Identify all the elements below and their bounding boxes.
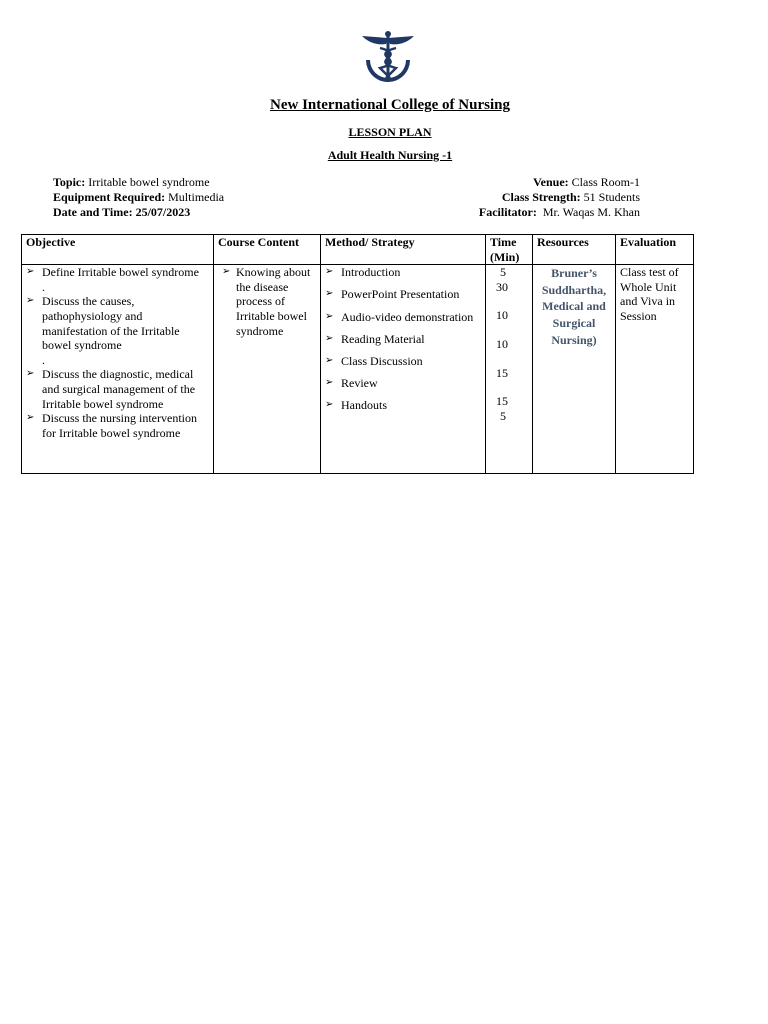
facilitator-label: Facilitator:	[478, 205, 537, 219]
date-value: 25/07/2023	[135, 205, 191, 219]
objectives-cell	[22, 265, 214, 474]
table-header-row	[22, 235, 694, 265]
arrow-bullet-icon: ➢	[26, 266, 35, 278]
time-value: 30	[496, 279, 508, 294]
list-item: ➢ Define Irritable bowel syndrome	[26, 265, 199, 280]
dot-marker: .	[42, 352, 45, 367]
table-row	[22, 265, 694, 474]
time-value: 10	[496, 336, 508, 351]
subject-title: Adult Health Nursing -1	[327, 148, 453, 162]
topic-label: Topic:	[53, 175, 86, 189]
time-value: 10	[496, 308, 508, 323]
facilitator-line	[479, 205, 640, 220]
arrow-bullet-icon: ➢	[325, 399, 334, 411]
time-value: 15	[496, 365, 508, 380]
header-method: Method/ Strategy	[321, 235, 486, 265]
evaluation-cell: Class test of Whole Unit and Viva in Session	[616, 265, 694, 474]
header-objective: Objective	[22, 235, 214, 265]
meta-right-block	[479, 175, 640, 220]
equipment-value: Multimedia	[168, 190, 225, 204]
venue-value: Class Room-1	[571, 175, 640, 189]
course-content-cell	[214, 265, 321, 474]
list-item: ➢ Handouts	[325, 398, 387, 413]
strength-label: Class Strength:	[501, 190, 581, 204]
header-time: Time (Min)	[486, 235, 533, 265]
strength-line	[479, 190, 640, 205]
list-item: ➢ PowerPoint Presentation	[325, 287, 460, 302]
arrow-bullet-icon: ➢	[325, 354, 334, 366]
document-type: LESSON PLAN	[348, 125, 432, 139]
equipment-label: Equipment Required:	[53, 190, 166, 204]
method-cell	[321, 265, 486, 474]
date-line	[53, 205, 224, 220]
venue-label: Venue:	[533, 175, 569, 189]
arrow-bullet-icon: ➢	[325, 310, 334, 322]
resources-cell: Bruner’s Suddhartha, Medical and Surgical Nursing)	[533, 265, 616, 474]
list-item: ➢ Discuss the diagnostic, medical and surgical management of the Irritable bowel syndrome	[26, 367, 196, 411]
venue-line	[479, 175, 640, 190]
time-value: 15	[496, 394, 508, 409]
list-item: ➢ Review	[325, 376, 378, 391]
topic-value: Irritable bowel syndrome	[88, 175, 210, 189]
header-course-content: Course Content	[214, 235, 321, 265]
arrow-bullet-icon: ➢	[325, 266, 334, 278]
time-value: 5	[500, 408, 506, 423]
list-item: ➢ Class Discussion	[325, 353, 423, 368]
arrow-bullet-icon: ➢	[26, 368, 35, 380]
lesson-plan-table	[21, 234, 694, 474]
facilitator-value: Mr. Waqas M. Khan	[542, 205, 640, 219]
college-name: New International College of Nursing	[270, 97, 510, 113]
list-item: ➢ Discuss the causes, pathophysiology and manifestation of the Irritable bowel syndrome	[26, 294, 180, 353]
header-evaluation: Evaluation	[616, 235, 694, 265]
list-item: ➢ Knowing about the disease process of Irritable bowel syndrome	[222, 265, 311, 338]
meta-left-block	[53, 175, 224, 220]
dot-marker: .	[42, 279, 45, 294]
arrow-bullet-icon: ➢	[222, 266, 231, 278]
list-item: ➢ Discuss the nursing intervention for Irritable bowel syndrome	[26, 411, 197, 440]
arrow-bullet-icon: ➢	[325, 332, 334, 344]
time-value: 5	[500, 265, 506, 280]
list-item: ➢ Reading Material	[325, 331, 425, 346]
topic-line	[53, 175, 224, 190]
header-resources: Resources	[533, 235, 616, 265]
date-label: Date and Time:	[53, 205, 133, 219]
arrow-bullet-icon: ➢	[26, 295, 35, 307]
list-item: ➢ Audio-video demonstration	[325, 309, 474, 324]
time-cell	[486, 265, 533, 474]
arrow-bullet-icon: ➢	[26, 412, 35, 424]
equipment-line	[53, 190, 224, 205]
arrow-bullet-icon: ➢	[325, 377, 334, 389]
college-logo-caduceus-icon	[356, 30, 420, 86]
strength-value: 51 Students	[583, 190, 640, 204]
list-item: ➢ Introduction	[325, 265, 401, 280]
arrow-bullet-icon: ➢	[325, 288, 334, 300]
